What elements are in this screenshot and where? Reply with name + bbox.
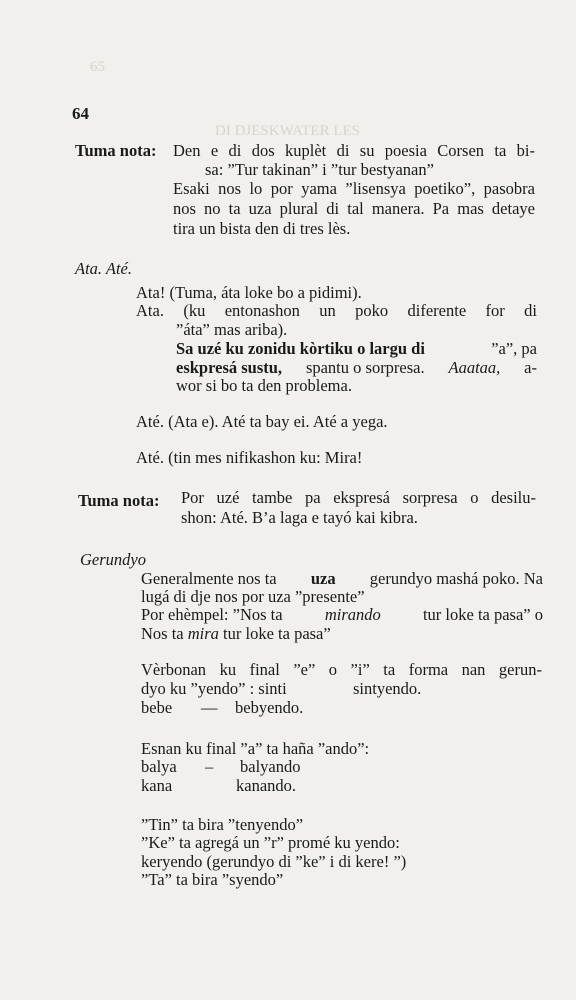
- text-span: tur loke ta pasa”: [223, 624, 331, 643]
- note-label: Tuma nota:: [78, 491, 160, 510]
- body-line: tira un bista den di tres lès.: [173, 219, 351, 238]
- example-word: balya: [141, 757, 177, 776]
- body-line: ”Ta” ta bira ”syendo”: [141, 870, 284, 889]
- example-word: bebe: [141, 698, 173, 717]
- show-through-texture: DI DJESKWATER LES: [215, 123, 360, 139]
- body-line: dyo ku ”yendo” : sinti: [141, 679, 287, 698]
- body-line: Até. (tin mes nifikashon ku: Mira!: [136, 448, 363, 467]
- example-word: kana: [141, 776, 173, 795]
- note-line: shon: Até. B’a laga e tayó kai kibra.: [181, 508, 418, 527]
- example-word: bebyendo.: [235, 698, 304, 717]
- text-span: ”a”, pa: [491, 339, 537, 358]
- body-line: Esaki nos lo por yama ”lisensya poetiko”, pasobra: [173, 179, 535, 198]
- body-line: ”Ke” ta agregá un ”r” promé ku yendo:: [141, 833, 400, 852]
- section-heading: Gerundyo: [80, 550, 146, 569]
- example-word: balyando: [240, 757, 301, 776]
- italic-text: Aaataa,: [448, 358, 501, 377]
- example-word: kanando.: [236, 776, 297, 795]
- bold-text: eskpresá sustu,: [176, 358, 283, 377]
- dash: –: [205, 757, 214, 776]
- italic-text: mirando: [324, 605, 381, 624]
- text-span: tur loke ta pasa” o: [422, 605, 543, 624]
- body-line: ”Tin” ta bira ”tenyendo”: [141, 815, 304, 834]
- note-line: Den e di dos kuplèt di su poesia Corsen ta bi-: [173, 141, 535, 160]
- body-line: keryendo (gerundyo di ”ke” i di kere! ”): [141, 852, 407, 871]
- note-label: Tuma nota:: [75, 141, 157, 160]
- body-line: nos no ta uza plural di tal manera. Pa mas detaye: [173, 199, 535, 218]
- italic-text: mira: [187, 624, 219, 643]
- body-line: Ata! (Tuma, áta loke bo a pidimi).: [136, 283, 362, 302]
- body-line: [141, 623, 331, 645]
- bold-text: Sa uzé ku zonidu kòrtiku o largu di: [176, 339, 425, 358]
- body-line: Vèrbonan ku final ”e” o ”i” ta forma nan gerun-: [141, 660, 542, 679]
- body-line: lugá di dje nos por uza ”presente”: [141, 587, 365, 606]
- body-line: wor si bo ta den problema.: [176, 376, 352, 395]
- text-span: a-: [524, 358, 537, 377]
- body-line: Esnan ku final ”a” ta haña ”ando”:: [141, 739, 370, 758]
- dash: —: [201, 698, 218, 717]
- show-through-texture: 65: [90, 59, 105, 75]
- page-number: 64: [72, 104, 89, 123]
- text-span: Por ehèmpel: ”Nos ta: [141, 605, 283, 624]
- bold-text: uza: [310, 569, 336, 588]
- section-heading: Ata. Até.: [75, 259, 132, 278]
- body-line: Ata. (ku entonashon un poko diferente for di: [136, 301, 537, 320]
- text-span: Generalmente nos ta: [141, 569, 277, 588]
- body-line: sintyendo.: [353, 679, 422, 698]
- note-line: Por uzé tambe pa ekspresá sorpresa o desilu-: [181, 488, 536, 507]
- note-line: sa: ”Tur takinan” i ”tur bestyanan”: [205, 160, 434, 179]
- text-span: gerundyo mashá poko. Na: [369, 569, 543, 588]
- text-span: spantu o sorpresa.: [305, 358, 425, 377]
- body-line: Até. (Ata e). Até ta bay ei. Até a yega.: [136, 412, 388, 431]
- body-line: ”áta” mas ariba).: [176, 320, 288, 339]
- text-span: Nos ta: [141, 624, 184, 643]
